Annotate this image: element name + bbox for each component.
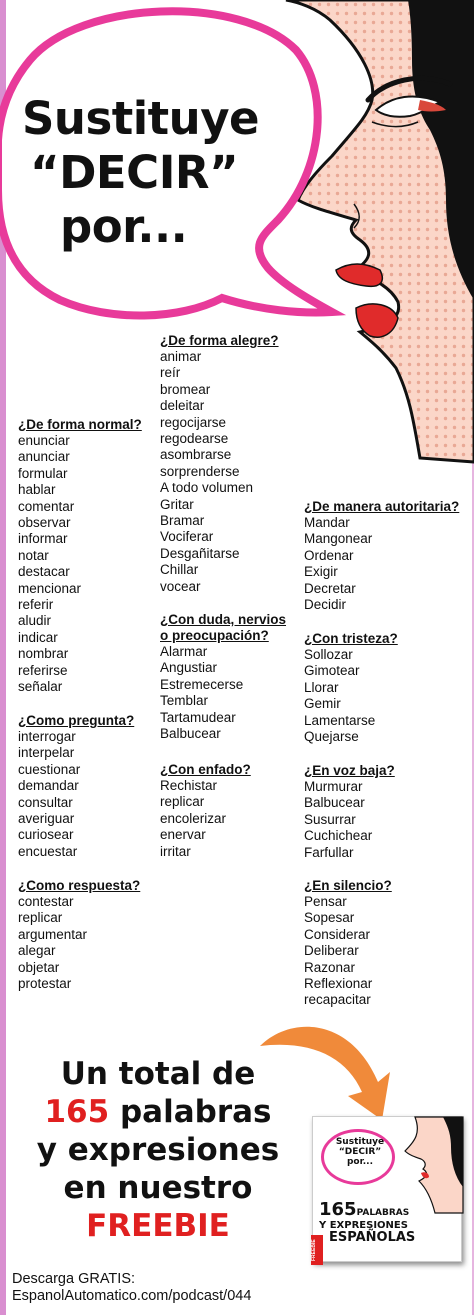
headline-line-1: Sustituye — [22, 92, 260, 145]
word-list — [18, 433, 142, 696]
category-title: ¿Con tristeza? — [304, 631, 398, 646]
promo-line-3: y expresiones — [36, 1132, 280, 1168]
word-item: hablar — [18, 482, 56, 498]
word-item: Lamentarse — [304, 712, 376, 728]
word-item: sorprenderse — [160, 463, 240, 479]
word-item: Considerar — [304, 926, 371, 942]
word-item: Bramar — [160, 513, 205, 529]
headline-line-2: “DECIR” — [30, 146, 239, 199]
category-title: ¿Como respuesta? — [18, 878, 141, 893]
book-line-3: ESPAÑOLAS — [329, 1230, 416, 1245]
word-item: argumentar — [18, 926, 88, 942]
word-item: protestar — [18, 976, 72, 992]
book-bubble-text — [325, 1137, 395, 1167]
word-item: Desgañitarse — [160, 545, 240, 561]
word-item: Vociferar — [160, 529, 214, 545]
word-item: Angustiar — [160, 660, 218, 676]
word-item: recapacitar — [304, 992, 371, 1008]
word-item: Gimotear — [304, 663, 360, 679]
book-bubble-line-1: Sustituye — [335, 1137, 385, 1147]
word-item: mencionar — [18, 580, 82, 596]
word-item: Llorar — [304, 679, 339, 695]
word-item: animar — [160, 349, 202, 364]
book-bubble-line-2: “DECIR” — [338, 1147, 382, 1157]
category-enfado — [160, 762, 251, 860]
promo-line-1: Un total de — [60, 1056, 256, 1092]
word-item: Quejarse — [304, 729, 359, 745]
book-number-suffix: PALABRAS — [356, 1208, 410, 1218]
word-item: Estremecerse — [160, 676, 244, 692]
word-item: Mandar — [304, 515, 350, 530]
word-item: Sollozar — [304, 647, 353, 662]
category-duda — [160, 612, 286, 742]
word-item: interrogar — [18, 729, 76, 744]
word-item: enervar — [160, 827, 206, 843]
word-list — [160, 349, 279, 595]
book-badge: FREEBIE — [311, 1235, 323, 1265]
word-item: objetar — [18, 959, 60, 975]
word-item: Rechistar — [160, 778, 218, 793]
word-item: regodearse — [160, 431, 229, 447]
word-item: A todo volumen — [160, 480, 254, 496]
word-list — [160, 778, 251, 860]
book-face-illustration — [395, 1117, 463, 1213]
word-item: contestar — [18, 894, 74, 909]
word-item: Tartamudear — [160, 709, 236, 725]
word-item: informar — [18, 531, 68, 547]
word-item: consultar — [18, 794, 73, 810]
word-item: Reflexionar — [304, 976, 373, 992]
word-item: Mangonear — [304, 531, 373, 547]
word-list — [160, 644, 286, 742]
word-item: referirse — [18, 662, 68, 678]
footer-url-link[interactable]: EspanolAutomatico.com/podcast/044 — [12, 1288, 252, 1304]
footer — [12, 1271, 251, 1305]
word-list — [18, 894, 140, 992]
word-item: alegar — [18, 943, 56, 959]
word-item: referir — [18, 597, 54, 613]
word-list — [304, 779, 395, 861]
word-item: Gemir — [304, 696, 341, 712]
word-item: vocear — [160, 578, 201, 594]
word-item: Deliberar — [304, 943, 359, 959]
word-item: interpelar — [18, 745, 75, 761]
headline-line-3: por... — [60, 200, 188, 253]
category-title: ¿De forma alegre? — [160, 333, 279, 348]
book-line-2: Y EXPRESIONES — [319, 1220, 408, 1231]
book-number-value: 165 — [319, 1199, 357, 1220]
promo-number: 165 — [44, 1094, 110, 1130]
word-item: Susurrar — [304, 811, 356, 827]
word-item: irritar — [160, 843, 191, 859]
word-item: destacar — [18, 564, 70, 580]
word-item: Decretar — [304, 580, 356, 596]
category-pregunta — [18, 713, 134, 860]
category-respuesta — [18, 878, 140, 992]
category-title: ¿En voz baja? — [304, 763, 395, 778]
book-number — [319, 1201, 409, 1222]
word-item: enunciar — [18, 433, 70, 448]
book-cover[interactable] — [312, 1116, 462, 1262]
word-item: anunciar — [18, 449, 70, 465]
category-title-line-1: ¿Con duda, nervios — [160, 612, 287, 627]
word-item: Temblar — [160, 693, 209, 709]
category-title: ¿Con enfado? — [160, 762, 251, 777]
category-alegre — [160, 333, 279, 595]
word-item: Razonar — [304, 959, 356, 975]
word-item: Farfullar — [304, 844, 354, 860]
promo-line-2 — [0, 1093, 316, 1131]
word-item: Balbucear — [304, 795, 365, 811]
footer-label: Descarga GRATIS: — [12, 1271, 136, 1287]
category-tristeza — [304, 631, 398, 745]
word-item: Ordenar — [304, 547, 354, 563]
category-title: ¿En silencio? — [304, 878, 392, 893]
word-item: bromear — [160, 381, 211, 397]
headline — [22, 92, 282, 254]
word-item: demandar — [18, 778, 79, 794]
word-item: formular — [18, 465, 68, 481]
word-item: regocijarse — [160, 414, 227, 430]
promo-line-2-rest: palabras — [109, 1094, 272, 1130]
word-item: aludir — [18, 613, 52, 629]
promo-text — [0, 1055, 316, 1245]
word-item: Cuchichear — [304, 828, 373, 844]
word-item: observar — [18, 515, 71, 531]
word-item: Murmurar — [304, 779, 363, 794]
word-item: Alarmar — [160, 644, 208, 659]
word-item: encolerizar — [160, 810, 227, 826]
word-item: Pensar — [304, 894, 347, 909]
word-list — [304, 515, 459, 613]
category-title: ¿Como pregunta? — [18, 713, 135, 728]
word-item: reír — [160, 365, 181, 381]
category-silencio — [304, 878, 392, 1009]
category-title-line-2: o preocupación? — [160, 628, 269, 643]
category-title: ¿De forma normal? — [18, 417, 142, 432]
promo-line-5: FREEBIE — [86, 1208, 230, 1244]
word-item: notar — [18, 547, 49, 563]
word-item: Balbucear — [160, 726, 221, 742]
category-autoritaria — [304, 499, 459, 613]
word-item: averiguar — [18, 811, 75, 827]
word-item: cuestionar — [18, 761, 81, 777]
word-item: nombrar — [18, 646, 69, 662]
word-list — [304, 647, 398, 745]
word-item: curiosear — [18, 827, 74, 843]
word-item: Chillar — [160, 562, 199, 578]
category-normal — [18, 417, 142, 696]
lips-illustration — [336, 264, 382, 286]
word-item: asombrarse — [160, 447, 232, 463]
word-item: Exigir — [304, 564, 338, 580]
book-bubble-line-3: por... — [346, 1157, 374, 1167]
word-item: comentar — [18, 498, 75, 514]
word-item: deleitar — [160, 398, 205, 414]
word-item: señalar — [18, 679, 63, 695]
word-item: indicar — [18, 629, 58, 645]
category-vozbaja — [304, 763, 395, 861]
word-item: replicar — [18, 910, 63, 926]
word-item: encuestar — [18, 843, 78, 859]
word-item: Sopesar — [304, 910, 355, 926]
word-item: Decidir — [304, 597, 347, 613]
word-list — [18, 729, 134, 860]
category-title: ¿De manera autoritaria? — [304, 499, 460, 514]
promo-line-4: en nuestro — [63, 1170, 253, 1206]
word-list — [304, 894, 392, 1009]
word-item: replicar — [160, 794, 205, 810]
word-item: Gritar — [160, 496, 194, 512]
